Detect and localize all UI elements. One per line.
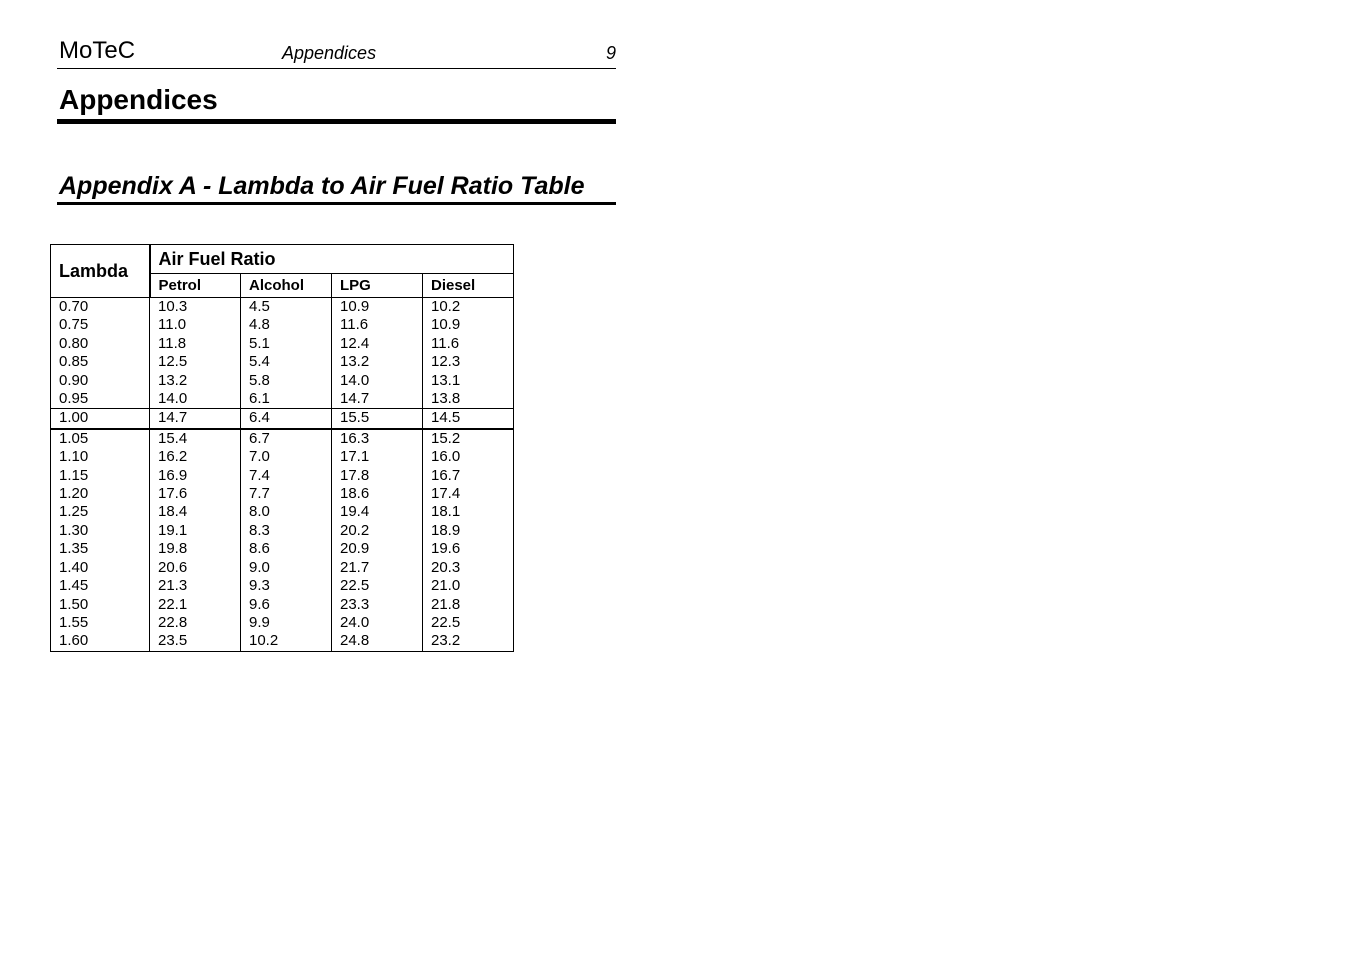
afr-cell: 16.0: [423, 448, 514, 466]
afr-cell: 19.1: [150, 522, 241, 540]
afr-cell: 13.2: [150, 372, 241, 390]
afr-cell: 15.5: [332, 409, 423, 429]
afr-cell: 8.6: [241, 540, 332, 558]
afr-cell: 21.3: [150, 577, 241, 595]
lambda-cell: 1.35: [51, 540, 150, 558]
fuel-column-header: Alcohol: [241, 274, 332, 298]
afr-cell: 8.0: [241, 503, 332, 521]
lambda-afr-table: [50, 244, 514, 652]
lambda-cell: 0.80: [51, 335, 150, 353]
afr-cell: 12.5: [150, 353, 241, 371]
lambda-cell: 1.20: [51, 485, 150, 503]
table-row: [51, 503, 514, 521]
afr-cell: 4.8: [241, 316, 332, 334]
afr-cell: 22.5: [423, 614, 514, 632]
afr-cell: 17.1: [332, 448, 423, 466]
lambda-cell: 1.30: [51, 522, 150, 540]
afr-cell: 6.4: [241, 409, 332, 429]
lambda-column-header: Lambda: [51, 245, 150, 298]
afr-cell: 7.4: [241, 467, 332, 485]
table-row: [51, 409, 514, 429]
afr-cell: 9.0: [241, 559, 332, 577]
afr-cell: 10.2: [423, 298, 514, 317]
afr-cell: 11.6: [332, 316, 423, 334]
afr-cell: 7.7: [241, 485, 332, 503]
chapter-title: [57, 82, 616, 124]
table-row: [51, 298, 514, 317]
page-number: 9: [605, 43, 616, 63]
afr-cell: 23.2: [423, 632, 514, 651]
afr-cell: 22.8: [150, 614, 241, 632]
table-row: [51, 540, 514, 558]
afr-cell: 21.7: [332, 559, 423, 577]
afr-cell: 10.3: [150, 298, 241, 317]
afr-cell: 24.8: [332, 632, 423, 651]
table-row: [51, 485, 514, 503]
afr-cell: 13.8: [423, 390, 514, 409]
lambda-cell: 0.75: [51, 316, 150, 334]
afr-cell: 16.9: [150, 467, 241, 485]
afr-cell: 20.2: [332, 522, 423, 540]
afr-cell: 12.4: [332, 335, 423, 353]
fuel-column-header: Petrol: [150, 274, 241, 298]
afr-cell: 14.0: [332, 372, 423, 390]
table-row: [51, 522, 514, 540]
fuel-column-header: LPG: [332, 274, 423, 298]
afr-cell: 12.3: [423, 353, 514, 371]
table-row: [51, 596, 514, 614]
afr-cell: 19.4: [332, 503, 423, 521]
table-row: [51, 559, 514, 577]
lambda-cell: 1.25: [51, 503, 150, 521]
afr-cell: 11.6: [423, 335, 514, 353]
lambda-cell: 1.05: [51, 429, 150, 448]
running-title: Appendices: [282, 43, 377, 63]
afr-cell: 14.0: [150, 390, 241, 409]
lambda-cell: 1.60: [51, 632, 150, 651]
lambda-cell: 0.90: [51, 372, 150, 390]
afr-cell: 6.7: [241, 429, 332, 448]
table-row: [51, 335, 514, 353]
afr-cell: 19.6: [423, 540, 514, 558]
afr-cell: 15.4: [150, 429, 241, 448]
afr-cell: 10.2: [241, 632, 332, 651]
lambda-cell: 1.55: [51, 614, 150, 632]
table-body: [51, 298, 514, 652]
lambda-cell: 1.00: [51, 409, 150, 429]
afr-cell: 5.8: [241, 372, 332, 390]
table-row: [51, 429, 514, 448]
afr-cell: 20.6: [150, 559, 241, 577]
brand-name: MoTeC: [59, 37, 136, 64]
afr-cell: 9.6: [241, 596, 332, 614]
afr-cell: 14.7: [332, 390, 423, 409]
page-header: [57, 36, 616, 69]
section-title-text: Appendix A - Lambda to Air Fuel Ratio Table: [59, 172, 585, 200]
table-row: [51, 353, 514, 371]
afr-cell: 7.0: [241, 448, 332, 466]
afr-cell: 18.9: [423, 522, 514, 540]
lambda-cell: 0.70: [51, 298, 150, 317]
afr-cell: 22.5: [332, 577, 423, 595]
chapter-title-text: Appendices: [59, 84, 218, 115]
afr-cell: 10.9: [332, 298, 423, 317]
afr-cell: 21.8: [423, 596, 514, 614]
afr-cell: 17.8: [332, 467, 423, 485]
lambda-cell: 0.85: [51, 353, 150, 371]
afr-cell: 13.1: [423, 372, 514, 390]
afr-cell: 14.5: [423, 409, 514, 429]
afr-cell: 17.6: [150, 485, 241, 503]
lambda-cell: 1.40: [51, 559, 150, 577]
table-row: [51, 448, 514, 466]
lambda-cell: 1.45: [51, 577, 150, 595]
afr-cell: 16.7: [423, 467, 514, 485]
afr-cell: 18.1: [423, 503, 514, 521]
section-title: [57, 170, 616, 205]
afr-cell: 13.2: [332, 353, 423, 371]
afr-cell: 16.3: [332, 429, 423, 448]
afr-cell: 16.2: [150, 448, 241, 466]
afr-cell: 22.1: [150, 596, 241, 614]
afr-cell: 9.3: [241, 577, 332, 595]
afr-cell: 10.9: [423, 316, 514, 334]
afr-cell: 5.1: [241, 335, 332, 353]
afr-cell: 15.2: [423, 429, 514, 448]
afr-cell: 9.9: [241, 614, 332, 632]
afr-cell: 8.3: [241, 522, 332, 540]
table-row: [51, 316, 514, 334]
afr-cell: 21.0: [423, 577, 514, 595]
afr-cell: 11.8: [150, 335, 241, 353]
afr-cell: 19.8: [150, 540, 241, 558]
table-row: [51, 467, 514, 485]
table-row: [51, 372, 514, 390]
lambda-cell: 1.15: [51, 467, 150, 485]
afr-cell: 14.7: [150, 409, 241, 429]
afr-cell: 24.0: [332, 614, 423, 632]
afr-cell: 4.5: [241, 298, 332, 317]
afr-cell: 23.3: [332, 596, 423, 614]
afr-cell: 18.6: [332, 485, 423, 503]
afr-cell: 20.3: [423, 559, 514, 577]
afr-cell: 23.5: [150, 632, 241, 651]
table-row: [51, 390, 514, 409]
fuel-column-header: Diesel: [423, 274, 514, 298]
afr-cell: 20.9: [332, 540, 423, 558]
lambda-cell: 1.10: [51, 448, 150, 466]
afr-cell: 11.0: [150, 316, 241, 334]
afr-cell: 5.4: [241, 353, 332, 371]
afr-cell: 17.4: [423, 485, 514, 503]
table-row: [51, 632, 514, 651]
air-fuel-ratio-header: Air Fuel Ratio: [150, 245, 514, 274]
lambda-cell: 1.50: [51, 596, 150, 614]
table-row: [51, 614, 514, 632]
afr-cell: 18.4: [150, 503, 241, 521]
table-row: [51, 577, 514, 595]
lambda-cell: 0.95: [51, 390, 150, 409]
afr-cell: 6.1: [241, 390, 332, 409]
